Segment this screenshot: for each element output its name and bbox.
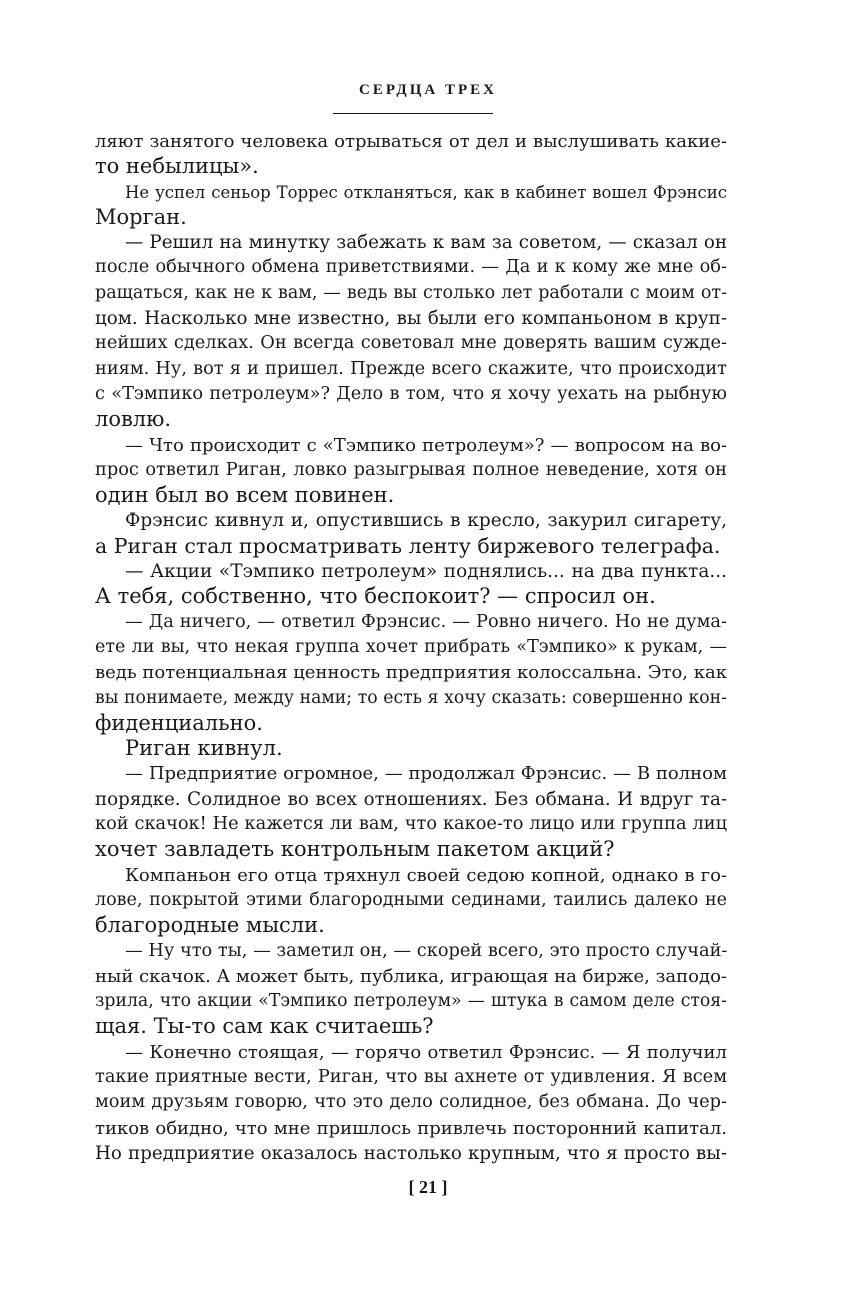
text-line: ете ли вы, что некая группа хочет прибрать «Тэмпико» к рукам, — — [95, 636, 727, 657]
text-line: вы понимаете, между нами; то есть я хочу сказать: совершенно кон- — [95, 687, 727, 708]
text-line: моим друзьям говорю, что это дело солидное, без обмана. До чер- — [95, 1092, 727, 1113]
page-number: [ 21 ] — [408, 1177, 448, 1197]
text-line: такие приятные вести, Риган, что вы ахнете от удивления. Я всем — [95, 1066, 727, 1087]
text-line: — Акции «Тэмпико петролеум» поднялись... на два пункта... — [125, 561, 727, 583]
text-line: то небылицы». — [95, 154, 259, 179]
text-line: тиков обидно, что мне пришлось привлечь посторонний капитал. — [95, 1117, 727, 1139]
text-line: ращаться, как не к вам, — ведь вы столько лет работали с моим от- — [95, 282, 727, 303]
text-line: Морган. — [95, 204, 187, 229]
text-line: цом. Насколько мне известно, вы были его компаньоном в круп- — [95, 308, 727, 330]
text-line: Риган кивнул. — [125, 736, 283, 761]
running-title: СЕРДЦА ТРЕХ — [359, 82, 497, 98]
text-line: хочет завладеть контрольным пакетом акций? — [95, 837, 615, 862]
text-line: ловлю. — [95, 407, 172, 432]
text-line: фиденциально. — [95, 710, 263, 735]
text-line: кой скачок! Не кажется ли вам, что какое-то лицо или группа лиц — [95, 814, 727, 835]
text-line: — Да ничего, — ответил Фрэнсис. — Ровно ничего. Но не дума- — [125, 611, 727, 632]
text-line: — Ну что ты, — заметил он, — скорей всего, это просто случай- — [125, 940, 728, 961]
text-line: щая. Ты-то сам как считаешь? — [95, 1014, 434, 1039]
text-line: Компаньон его отца тряхнул своей седою копной, однако в го- — [125, 864, 727, 886]
text-line: зрила, что акции «Тэмпико петролеум» — штука в самом деле стоя- — [95, 991, 727, 1012]
text-line: А тебя, собственно, что беспокоит? — спросил он. — [95, 584, 656, 609]
text-line: один был во всем повинен. — [95, 483, 395, 508]
text-line: Но предприятие оказалось настолько крупным, что я просто вы- — [95, 1142, 727, 1164]
text-line: нейших сделках. Он всегда советовал мне доверять вашим сужде- — [95, 333, 727, 354]
text-line: а Риган стал просматривать ленту биржевого телеграфа. — [95, 533, 721, 558]
text-line: ляют занятого человека отрываться от дел и выслушивать какие- — [95, 131, 727, 152]
text-line: ниям. Ну, вот я и пришел. Прежде всего скажите, что происходит — [95, 358, 727, 379]
text-line: — Решил на минутку забежать к вам за советом, — сказал он — [125, 232, 727, 254]
text-line: — Конечно стоящая, — горячо ответил Фрэнсис. — Я получил — [125, 1041, 727, 1063]
text-line: лове, покрытой этими благородными сединами, таились далеко не — [95, 889, 727, 910]
text-line: с «Тэмпико петролеум»? Дело в том, что я хочу уехать на рыбную — [95, 383, 727, 404]
text-line: прос ответил Риган, ловко разыгрывая полное неведение, хотя он — [95, 459, 727, 480]
text-line: благородные мысли. — [95, 913, 325, 938]
text-line: — Что происходит с «Тэмпико петролеум»? — вопросом на во- — [125, 434, 727, 456]
text-line: порядке. Солидное во всех отношениях. Без обмана. И вдруг та- — [95, 788, 727, 810]
text-line: — Предприятие огромное, — продолжал Фрэнсис. — В полном — [125, 763, 727, 785]
text-line: ный скачок. А может быть, публика, играющая на бирже, заподо- — [95, 965, 728, 987]
text-line: после обычного обмена приветствиями. — Да и к кому же мне об- — [95, 257, 727, 278]
body-text — [95, 129, 727, 1166]
text-line: Фрэнсис кивнул и, опустившись в кресло, закурил сигарету, — [125, 510, 727, 532]
text-line: Не успел сеньор Торрес откланяться, как в кабинет вошел Фрэнсис — [125, 182, 727, 202]
header-rule — [333, 113, 493, 114]
text-line: ведь потенциальная ценность предприятия колоссальна. Это, как — [95, 662, 727, 684]
